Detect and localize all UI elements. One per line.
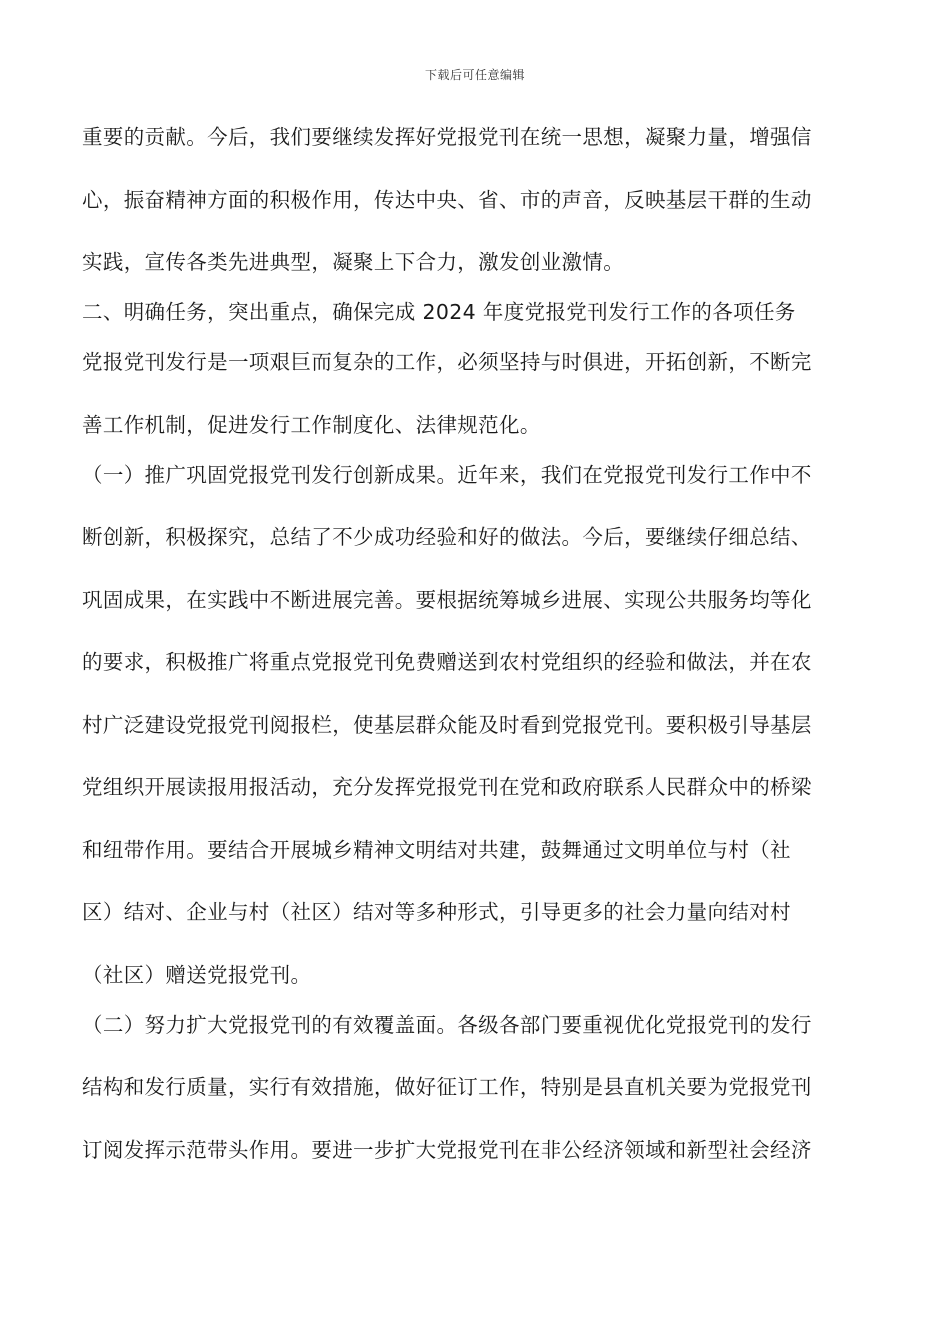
text-line: 断创新，积极探究，总结了不少成功经验和好的做法。今后，要继续仔细总结、 [82, 525, 812, 549]
text-line: 村广泛建设党报党刊阅报栏，使基层群众能及时看到党报党刊。要积极引导基层 [82, 712, 812, 737]
text-line: 党组织开展读报用报活动，充分发挥党报党刊在党和政府联系人民群众中的桥梁 [82, 775, 812, 799]
text-line: 实践，宣传各类先进典型，凝聚上下合力，激发创业激情。 [82, 250, 625, 274]
text-line: 结构和发行质量，实行有效措施，做好征订工作，特别是县直机关要为党报党刊 [82, 1075, 812, 1099]
document-body [82, 116, 872, 1191]
text-line: 和纽带作用。要结合开展城乡精神文明结对共建，鼓舞通过文明单位与村（社 [82, 837, 791, 862]
text-line: 巩固成果，在实践中不断进展完善。要根据统筹城乡进展、实现公共服务均等化 [82, 587, 812, 612]
text-line: （一）推广巩固党报党刊发行创新成果。近年来，我们在党报党刊发行工作中不 [82, 462, 812, 487]
text-line: （二）努力扩大党报党刊的有效覆盖面。各级各部门要重视优化党报党刊的发行 [82, 1012, 812, 1037]
section-heading: 二、明确任务，突出重点，确保完成 2024 年度党报党刊发行工作的各项任务 [82, 300, 796, 324]
text-line: 的要求，积极推广将重点党报党刊免费赠送到农村党组织的经验和做法，并在农 [82, 650, 812, 674]
page-header: 下载后可任意编辑 [424, 68, 525, 82]
text-line: 重要的贡献。今后，我们要继续发挥好党报党刊在统一思想，凝聚力量，增强信 [82, 125, 812, 149]
text-line: 心，振奋精神方面的积极作用，传达中央、省、市的声音，反映基层干群的生动 [82, 187, 812, 212]
text-line: （社区）赠送党报党刊。 [82, 962, 312, 987]
text-line: 订阅发挥示范带头作用。要进一步扩大党报党刊在非公经济领域和新型社会经济 [82, 1137, 812, 1162]
text-line: 区）结对、企业与村（社区）结对等多种形式，引导更多的社会力量向结对村 [82, 900, 791, 924]
text-line: 党报党刊发行是一项艰巨而复杂的工作，必须坚持与时俱进，开拓创新，不断完 [82, 350, 812, 374]
text-line: 善工作机制，促进发行工作制度化、法律规范化。 [82, 412, 541, 437]
